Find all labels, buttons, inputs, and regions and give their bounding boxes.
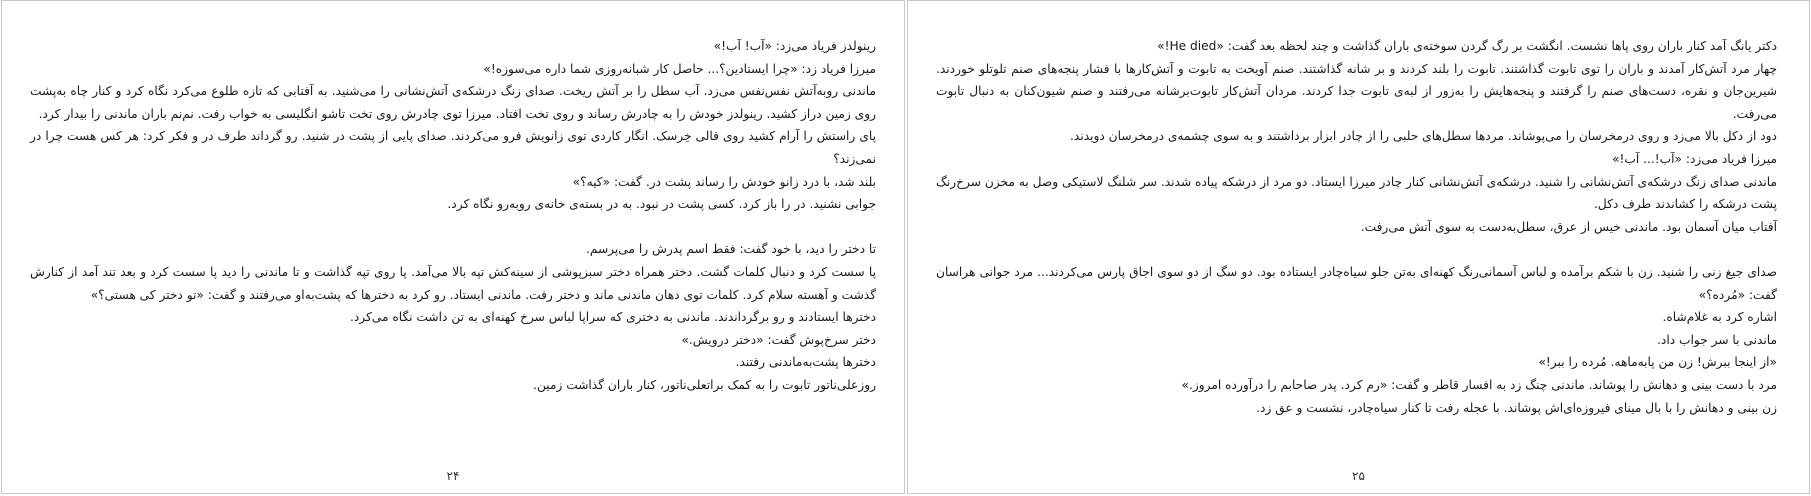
paragraph: ماندنی صدای زنگ درشکه‌ی آتش‌نشانی را شنید. درشکه‌ی آتش‌نشانی کنار چادر میرزا ایستاد. دو مرد از درشکه پیاده شدند. سر شلنگ لاستیکی وصل به مخزن سرخ‌رنگ پشت درشکه را کشاندند طرف دکل. [936,174,1777,212]
paragraph: پا سست کرد و دنبال کلمات گشت. دختر همراه دختر سبزپوشی از سینه‌کش تپه بالا می‌آمد. پا روی تپه گذاشت و تا ماندنی را دید پا سست کرد و بعد تند آمد از کنارش گذشت و آهسته سلام کرد. کلمات توی دهان ماندنی ماند و دختر رفت. ماندنی ایستاد. رو کرد به دخترها که پشت‌به‌او می‌رفتند و گفت: «تو دختر کی هستی؟» [30,264,876,302]
paragraph: رینولدز فریاد می‌زد: «آب! آب!» [713,39,876,53]
paragraph: میرزا فریاد زد: «چرا ایستادین؟... حاصل کار شبانه‌روزی شما داره می‌سوزه!» [483,61,876,76]
paragraph: ماندنی با سر جواب داد. [1657,332,1777,347]
paragraph: چهار مرد آتش‌کار آمدند و باران را توی تابوت گذاشتند. تابوت را بلند کردند و بر شانه گذاشتند. صنم آویخت به تابوت و آتش‌کارها با فشار پنجه‌های صنم تلوتلو خوردند. شیرین‌جان و نقره، دست‌های صنم را گرفتند و پنجه‌هایش را به‌زور از لبه‌ی تابوت جدا کردند. مردان آتش‌کار تابوت‌برشانه می‌رفتند و صنم شیون‌کنان به دنبال تابوت می‌رفت. [936,61,1777,121]
paragraph: بلند شد، با درد زانو خودش را رساند پشت در. گفت: «کیه؟» [572,174,876,189]
section-break [30,216,876,239]
paragraph: جوابی نشنید. در را باز کرد. کسی پشت در نبود. به در بسته‌ی خانه‌ی روبه‌رو نگاه کرد. [447,197,876,212]
paragraph: تا دختر را دید، با خود گفت: فقط اسم پدرش را می‌پرسم. [585,242,876,257]
paragraph: دود از دکل بالا می‌زد و روی درمخرسان را می‌پوشاند. مردها سطل‌های حلبی را از چادر ابزار برداشتند و به سوی چشمه‌ی درمخرسان دویدند. [1070,129,1777,144]
page-number: ۲۵ [1352,469,1365,483]
page-right [907,0,1810,494]
paragraph: «از اینجا ببرش! زن من پابه‌ماهه. مُرده را ببر!» [1538,355,1777,370]
paragraph: دخترها ایستادند و رو برگرداندند. ماندنی به دختری که سراپا لباس سرخ کهنه‌ای به تن داشت نگاه می‌کرد. [349,310,876,325]
page-number: ۲۴ [446,469,460,483]
paragraph: دخترها پشت‌به‌ماندنی رفتند. [735,355,876,370]
paragraph: زن بینی و دهانش را با بال مینای فیروزه‌ای‌اش پوشاند. با عجله رفت تا کنار سیاه‌چادر، نشست و عق زد. [1256,400,1777,415]
paragraph: آفتاب میان آسمان بود. ماندنی خیس از عرق، سطل‌به‌دست به سوی آتش می‌رفت. [1360,219,1777,234]
paragraph: مرد با دست بینی و دهانش را پوشاند. ماندنی چنگ زد به افسار قاطر و گفت: «رم کرد. پدر صاحابم را درآورده امروز.» [1181,377,1777,392]
paragraph: روزعلی‌ناتور تابوت را به کمک براتعلی‌ناتور، کنار باران گذاشت زمین. [533,377,876,392]
paragraph: ماندنی روبه‌آتش نفس‌نفس می‌زد. آب سطل را بر آتش ریخت. صدای زنگ درشکه‌ی آتش‌نشانی را می‌شنید. به آفتابی که تازه طلوع می‌کرد نگاه کرد و کنار چاه به‌پشت روی زمین دراز کشید. رینولدز خودش را به چادرش رساند و روی تخت افتاد. میرزا توی چادرش روی تخت تاشو انگلیسی به خواب رفت. نم‌نم باران ماندنی را بیدار کرد. [30,84,876,121]
page-text-block [30,35,876,397]
paragraph: میرزا فریاد می‌زد: «آب!... آب!» [1612,151,1777,166]
paragraph: پای راستش را آرام کشید روی قالی خِرسک. انگار کاردی توی زانویش فرو می‌کردند. صدای پایی از پشت در شنید. رو گرداند طرف در و فکر کرد: هر کس هست چرا در نمی‌زند؟ [30,129,876,166]
section-break [936,238,1777,261]
paragraph: دکتر یانگ آمد کنار باران روی پاها نشست. انگشت بر رگ گردن سوخته‌ی باران گذاشت و چند لحظه بعد گفت: «He died!» [1157,39,1777,53]
paragraph: دختر سرخ‌پوش گفت: «دختر درویش.» [681,332,876,347]
paragraph: صدای جیغ زنی را شنید. زن با شکم برآمده و لباس آسمانی‌رنگ کهنه‌ای به‌تن جلو سیاه‌چادر ایستاده بود. دو سگ از دو سوی اجاق پارس می‌کردند... مرد جوانی هراسان گفت: «مُرده؟» [936,264,1777,302]
paragraph: اشاره کرد به غلام‌شاه. [1662,310,1777,325]
page-text-block [936,35,1777,419]
page-left [1,0,905,494]
